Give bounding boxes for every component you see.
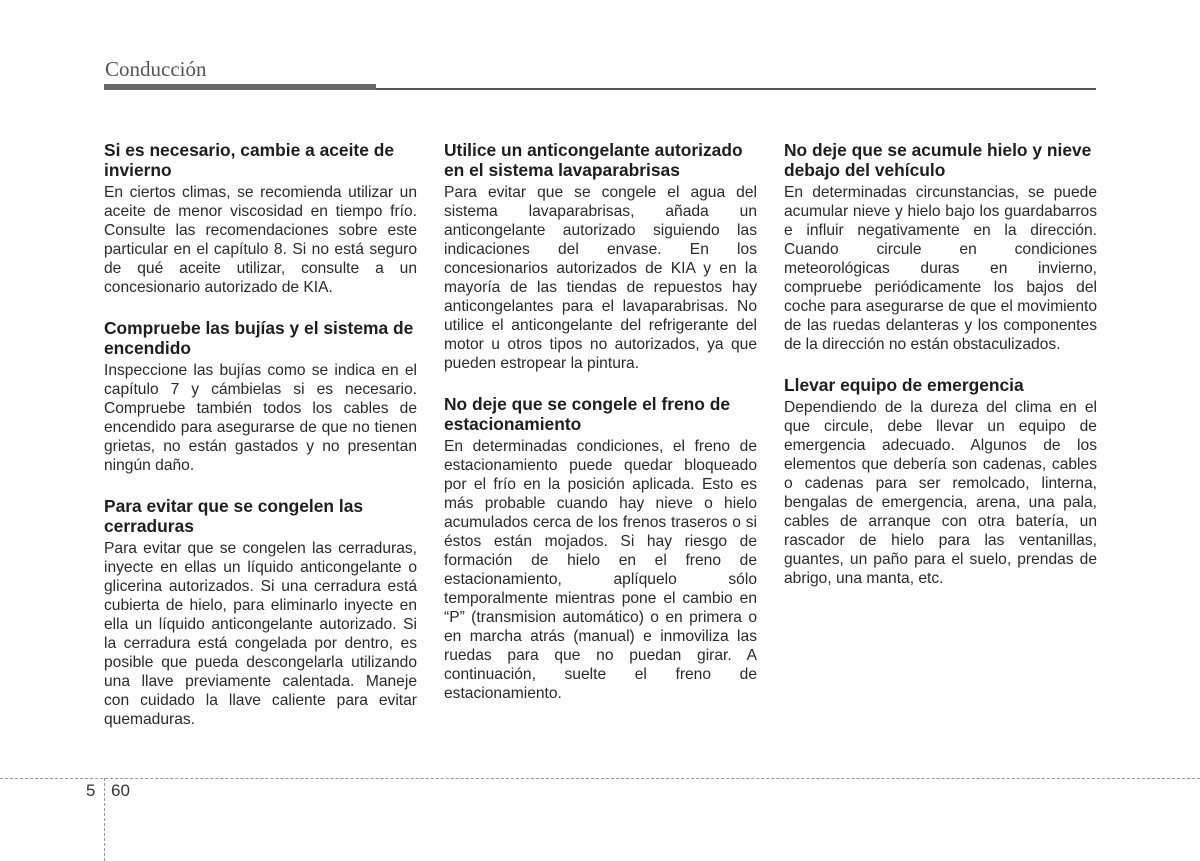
header-rule-thin — [376, 88, 1096, 90]
column-1 — [104, 140, 417, 750]
footer-vertical-divider — [104, 778, 105, 861]
section-spark-plugs — [104, 318, 417, 475]
section-ice-under-vehicle — [784, 140, 1097, 354]
chapter-title: Conducción — [105, 57, 207, 81]
chapter-number: 5 — [86, 781, 96, 800]
section-body: Inspeccione las bujías como se indica en el capítulo 7 y cámbielas si es necesario. Compruebe también todos los cables de encendido para asegurarse de que no tienen grietas, no están gastados y no presentan ningún daño. — [104, 362, 417, 474]
section-heading: Si es necesario, cambie a aceite de invierno — [104, 140, 395, 180]
section-door-locks — [104, 496, 417, 729]
page-number: 60 — [111, 781, 130, 800]
section-body: Dependiendo de la dureza del clima en el que circule, debe llevar un equipo de emergencia adecuado. Algunos de los elementos que debería son cadenas, cables o cadenas para ser remolcado, linterna, bengalas de emergencia, arena, una pala, cables de arranque con otra batería, un rascador de hielo para las ventanillas, guantes, un paño para el suelo, prendas de abrigo, una manta, etc. — [784, 399, 1097, 587]
section-heading: No deje que se acumule hielo y nieve debajo del vehículo — [784, 140, 1092, 180]
section-body: En determinadas condiciones, el freno de estacionamiento puede quedar bloqueado por el frío en la posición aplicada. Esto es más probable cuando hay nieve o hielo acumulados cerca de los frenos traseros o si éstos están mojados. Si hay riesgo de formación de hielo en el freno de estacionamiento, aplíquelo sólo temporalmente mientras pone el cambio en “P” (transmision automático) o en primera o en marcha atrás (manual) e inmoviliza las ruedas para que no puedan girar. A continuación, suelte el freno de estacionamiento. — [444, 438, 757, 702]
section-body: Para evitar que se congelen las cerraduras, inyecte en ellas un líquido anticongelante o glicerina autorizados. Si una cerradura está cubierta de hielo, para eliminarlo inyecte en ella un líquido anticongelante autorizado. Si la cerradura está congelada por dentro, es posible que pueda descongelarla utilizando una llave previamente calentada. Maneje con cuidado la llave caliente para evitar quemaduras. — [104, 540, 417, 728]
section-body: Para evitar que se congele el agua del sistema lavaparabrisas, añada un anticongelante autorizado siguiendo las indicaciones del envase. En los concesionarios autorizados de KIA y en la mayoría de las tiendas de repuestos hay anticongelantes para el lavaparabrisas. No utilice el anticongelante del refrigerante del motor u otros tipos no autorizados, ya que pueden estropear la pintura. — [444, 184, 757, 372]
section-heading: Utilice un anticongelante autorizado en el sistema lavaparabrisas — [444, 140, 743, 180]
section-body: En ciertos climas, se recomienda utilizar un aceite de menor viscosidad en tiempo frío. Consulte las recomendaciones sobre este particular en el capítulo 8. Si no está seguro de qué aceite utilizar, consulte a un concesionario autorizado de KIA. — [104, 184, 417, 296]
section-washer-antifreeze — [444, 140, 757, 373]
section-winter-oil — [104, 140, 417, 297]
section-heading: Llevar equipo de emergencia — [784, 375, 1024, 395]
header-rule-thick — [104, 84, 376, 90]
section-parking-brake — [444, 394, 757, 703]
column-3 — [784, 140, 1097, 609]
section-body: En determinadas circunstancias, se puede acumular nieve y hielo bajo los guardabarros e influir negativamente en la dirección. Cuando circule en condiciones meteorológicas duras en invierno, compruebe periódicamente los bajos del coche para asegurarse de que el movimiento de las ruedas delanteras y los componentes de la dirección no están obstaculizados. — [784, 184, 1097, 353]
section-emergency-equipment — [784, 375, 1097, 588]
column-2 — [444, 140, 757, 724]
section-heading: No deje que se congele el freno de estacionamiento — [444, 394, 731, 434]
section-heading: Para evitar que se congelen las cerraduras — [104, 496, 364, 536]
section-heading: Compruebe las bujías y el sistema de encendido — [104, 318, 414, 358]
footer-divider — [0, 778, 1200, 779]
